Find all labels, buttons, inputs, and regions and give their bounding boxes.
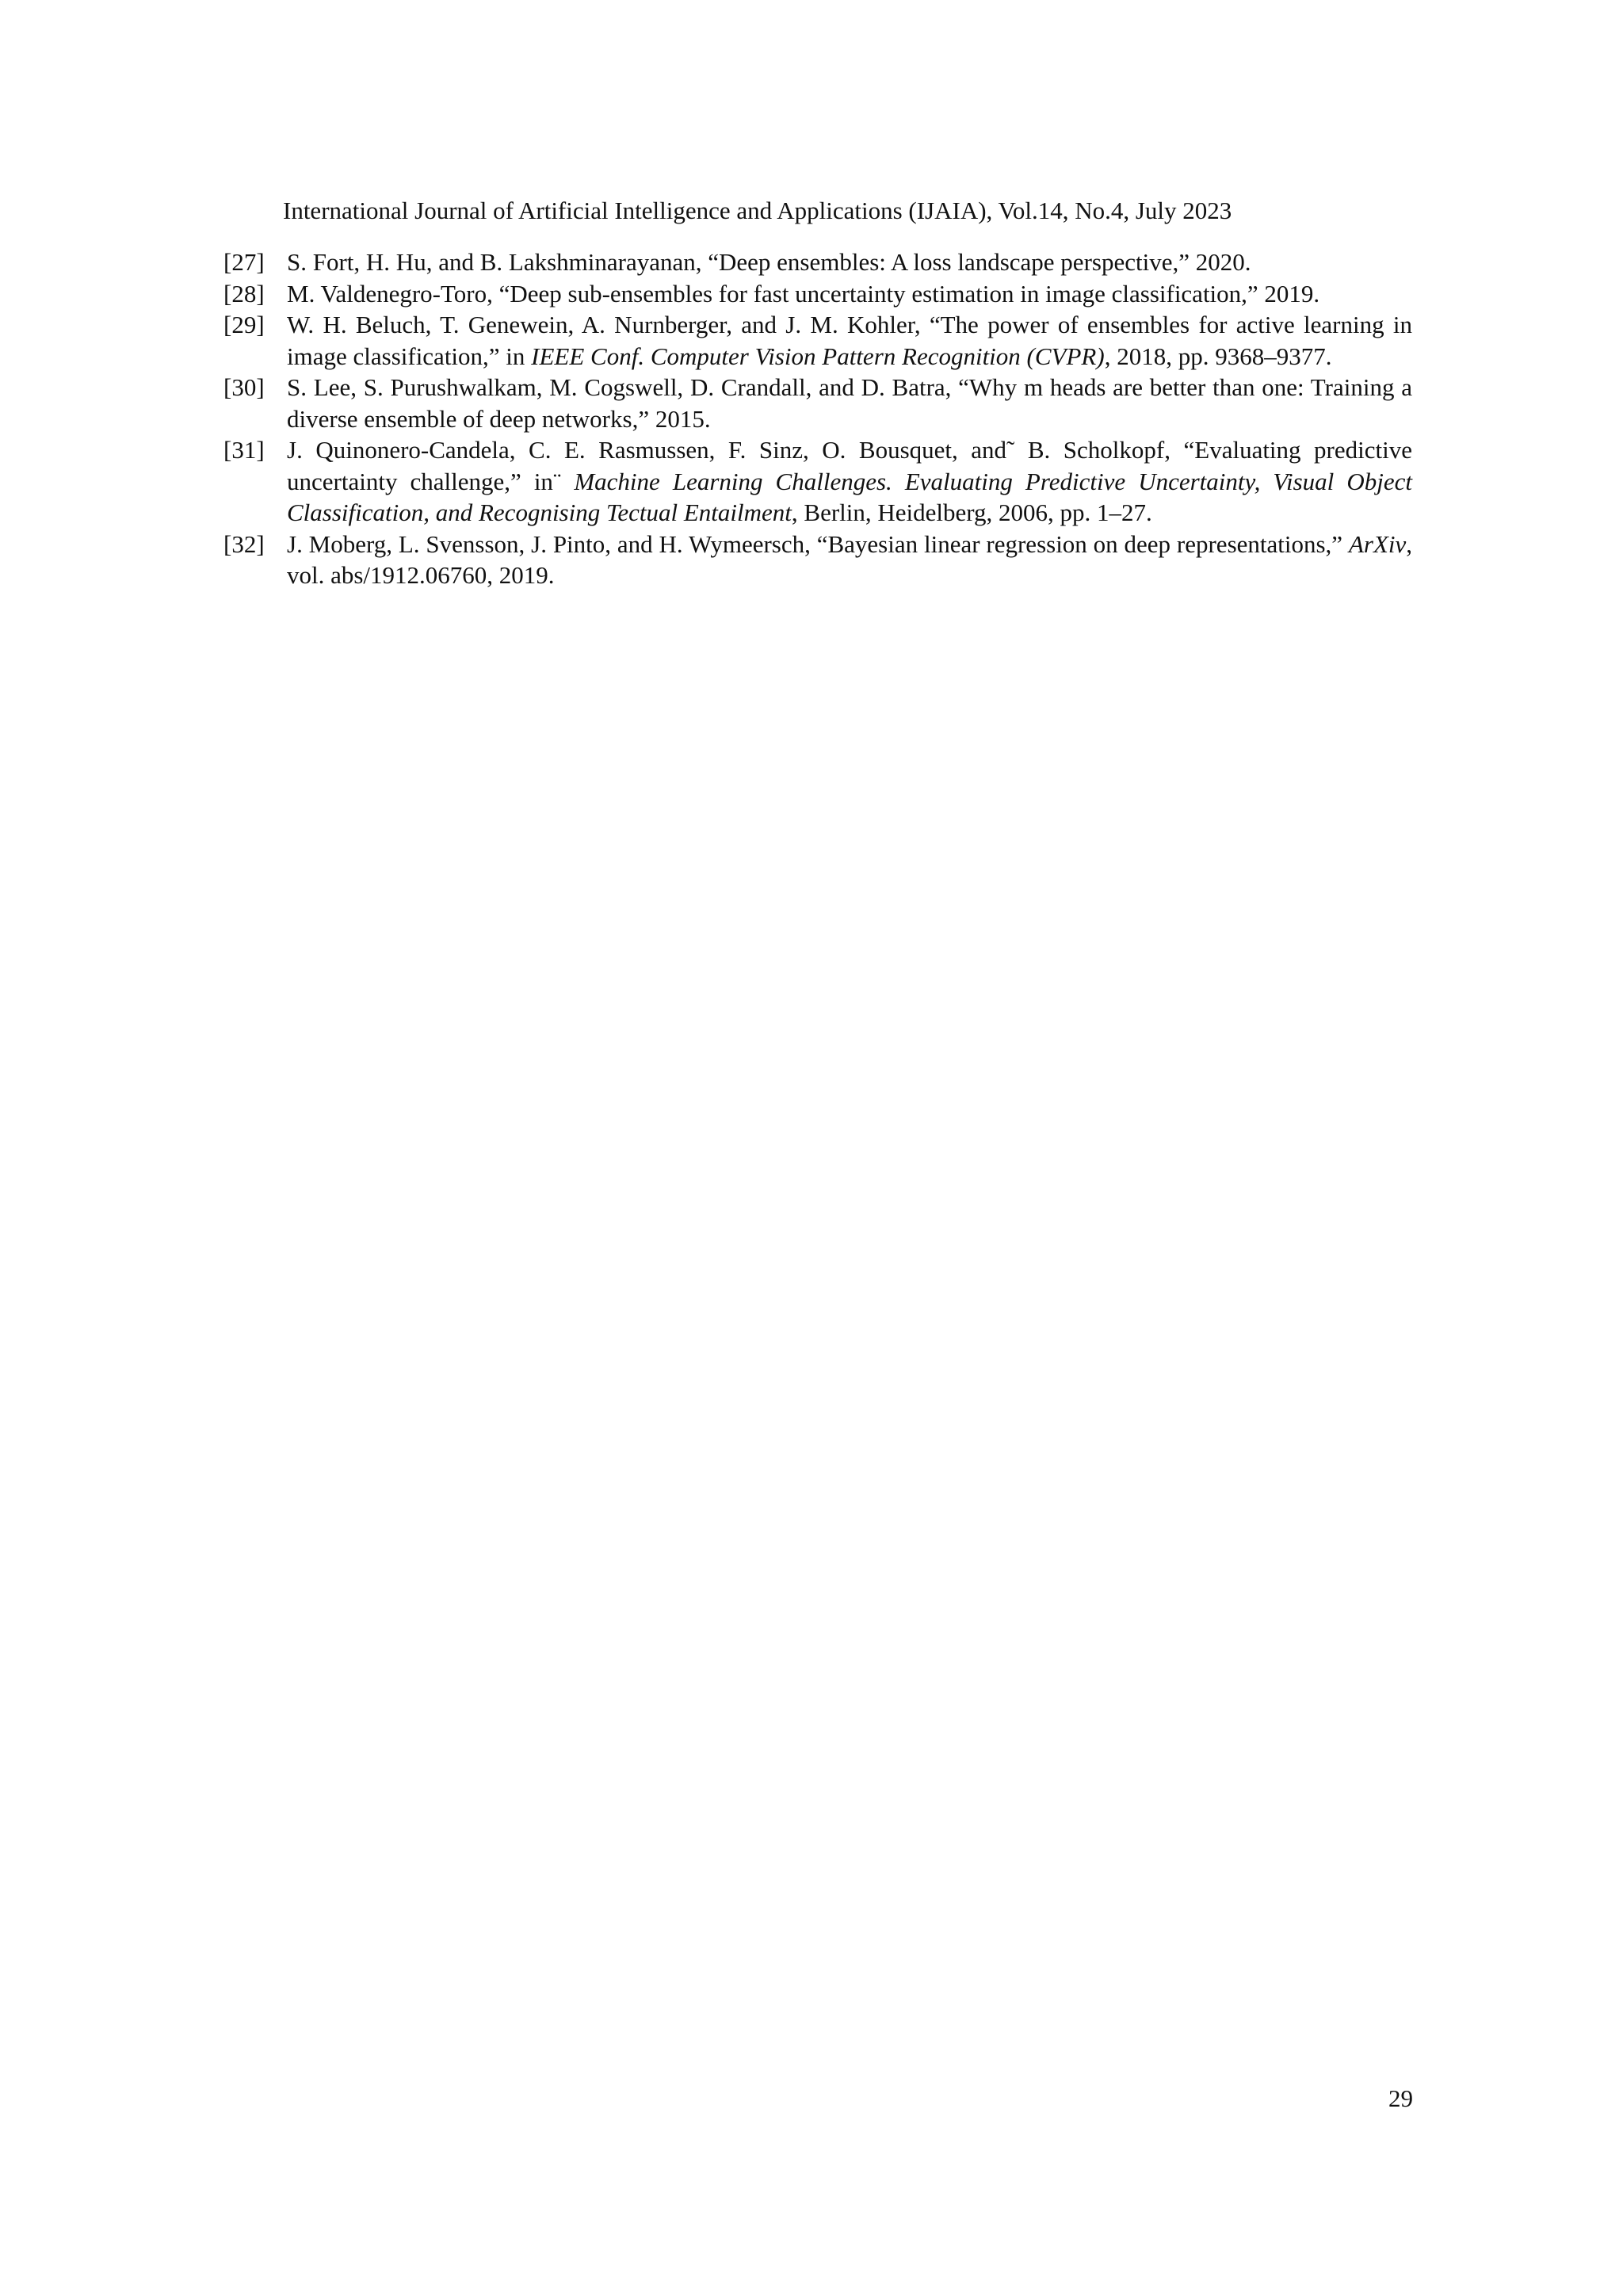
reference-segment: J. Quinonero-Candela, C. E. Rasmussen, F. Sinz, O. Bousquet, and˜ B. Scholkopf, “Evaluating predictive uncertainty challenge,” in¨ bbox=[287, 436, 1412, 495]
reference-segment: , Berlin, Heidelberg, 2006, pp. 1–27. bbox=[791, 499, 1152, 526]
reference-text bbox=[287, 309, 1412, 372]
reference-segment: J. Moberg, L. Svensson, J. Pinto, and H. Wymeersch, “Bayesian linear regression on deep representations,” bbox=[287, 529, 1349, 558]
reference-item bbox=[223, 246, 1412, 278]
reference-item bbox=[223, 278, 1412, 310]
reference-segment: W. H. Beluch, T. Genewein, A. Nurnberger, and J. M. Kohler, “The power of ensembles for active learning in image classification,” in bbox=[287, 311, 1412, 370]
running-header: International Journal of Artificial Intelligence and Applications (IJAIA), Vol.14, No.4, July 2023 bbox=[283, 197, 1232, 224]
reference-text bbox=[287, 278, 1412, 310]
reference-text bbox=[287, 372, 1412, 434]
reference-number: [28] bbox=[223, 279, 265, 308]
reference-segment: M. Valdenegro-Toro, “Deep sub-ensembles for fast uncertainty estimation in image classification,” 2019. bbox=[287, 279, 1320, 308]
reference-segment: S. Fort, H. Hu, and B. Lakshminarayanan, “Deep ensembles: A loss landscape perspective,” 2020. bbox=[287, 248, 1251, 276]
reference-venue: IEEE Conf. Computer Vision Pattern Recognition (CVPR) bbox=[531, 342, 1105, 370]
reference-number: [30] bbox=[223, 373, 265, 401]
reference-item bbox=[223, 434, 1412, 529]
reference-number: [31] bbox=[223, 436, 265, 464]
reference-segment: , 2018, pp. 9368–9377. bbox=[1104, 342, 1332, 370]
reference-text bbox=[287, 246, 1412, 278]
reference-item bbox=[223, 529, 1412, 591]
reference-number: [29] bbox=[223, 311, 265, 338]
reference-venue: Machine Learning Challenges. Evaluating Predictive Uncertainty, Visual Object Classification, and Recognising Tectual Entailment bbox=[287, 467, 1412, 526]
reference-number: [27] bbox=[223, 248, 265, 276]
reference-item bbox=[223, 309, 1412, 372]
reference-item bbox=[223, 372, 1412, 434]
reference-list bbox=[223, 246, 1412, 591]
reference-venue: ArXiv bbox=[1348, 529, 1407, 558]
page-number: 29 bbox=[1388, 2084, 1413, 2112]
reference-segment: , vol. abs/1912.06760, 2019. bbox=[287, 529, 1412, 589]
reference-number: [32] bbox=[223, 529, 265, 558]
reference-segment: S. Lee, S. Purushwalkam, M. Cogswell, D. Crandall, and D. Batra, “Why m heads are better than one: Training a diverse ensemble of deep networks,” 2015. bbox=[287, 373, 1412, 433]
reference-text bbox=[287, 529, 1412, 591]
reference-text bbox=[287, 434, 1412, 529]
